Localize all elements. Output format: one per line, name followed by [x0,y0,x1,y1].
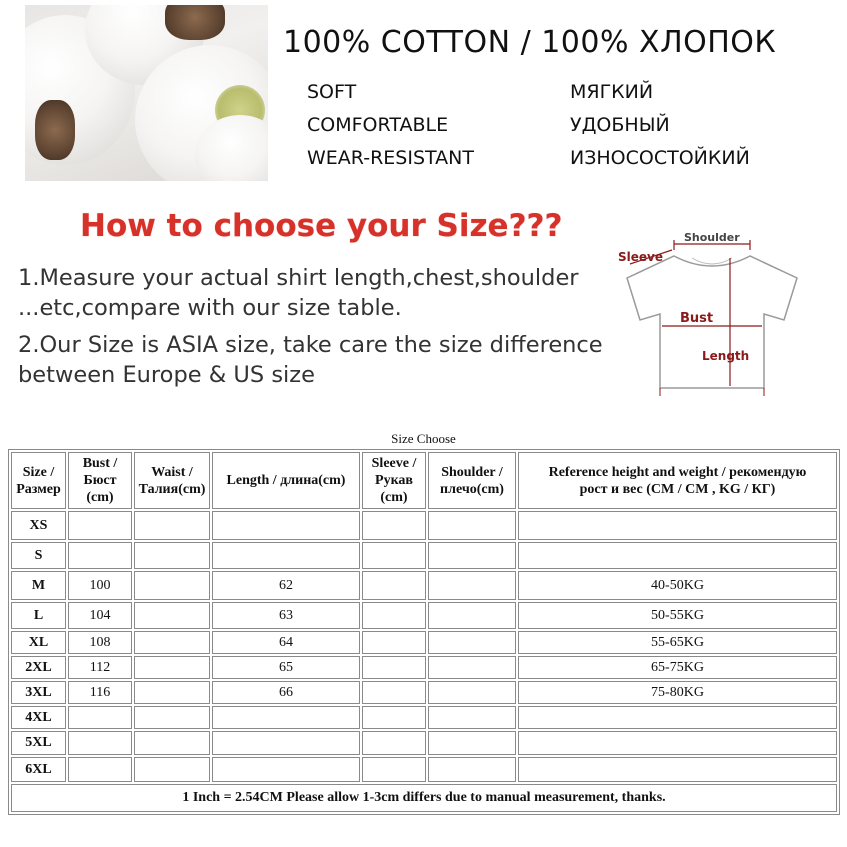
size-cell: 5XL [11,731,66,755]
table-cell [362,542,426,569]
table-cell [212,706,360,729]
table-cell [518,757,837,782]
size-cell: 2XL [11,656,66,679]
table-row [11,757,837,782]
table-cell [428,681,516,704]
table-cell: 65-75KG [518,656,837,679]
table-row [11,631,837,654]
tshirt-diagram [612,228,812,398]
table-row [11,731,837,755]
table-cell [428,731,516,755]
table-cell [518,706,837,729]
table-cell [428,542,516,569]
table-cell [362,631,426,654]
table-cell [134,511,210,540]
header-sleeve: Sleeve / Рукав (cm) [362,452,426,509]
table-cell: 108 [68,631,132,654]
table-row [11,656,837,679]
size-cell: 6XL [11,757,66,782]
table-cell [428,602,516,629]
table-cell: 112 [68,656,132,679]
table-cell [362,731,426,755]
table-cell: 64 [212,631,360,654]
header-length: Length / длина(cm) [212,452,360,509]
table-cell [212,757,360,782]
size-guide-title: How to choose your Size??? [80,208,563,244]
header-shoulder: Shoulder / плечо(cm) [428,452,516,509]
size-cell: XL [11,631,66,654]
table-cell [134,542,210,569]
table-cell [362,571,426,600]
instruction-line-2: ...etc,compare with our size table. [18,295,402,321]
feature-en-2: COMFORTABLE [307,114,449,136]
table-cell [428,706,516,729]
table-cell [134,731,210,755]
size-table-caption: Size Choose [391,431,456,446]
table-row [11,571,837,600]
table-cell: 62 [212,571,360,600]
table-cell [212,511,360,540]
table-cell [134,631,210,654]
feature-ru-2: УДОБНЫЙ [570,114,670,136]
table-row [11,706,837,729]
feature-en-3: WEAR-RESISTANT [307,147,474,169]
table-cell: 50-55KG [518,602,837,629]
table-cell [134,656,210,679]
header-bust: Bust / Бюст (cm) [68,452,132,509]
feature-ru-3: ИЗНОСОСТОЙКИЙ [570,147,750,169]
table-cell [134,681,210,704]
table-cell [68,731,132,755]
feature-ru-1: МЯГКИЙ [570,81,654,103]
table-cell [68,706,132,729]
cotton-photo [25,5,268,181]
instruction-line-4: between Europe & US size [18,362,315,388]
table-cell [134,602,210,629]
table-cell [362,656,426,679]
header-size: Size / Размер [11,452,66,509]
table-cell [428,757,516,782]
feature-en-1: SOFT [307,81,357,103]
sleeve-label: Sleeve [618,250,663,264]
table-cell [68,757,132,782]
instruction-line-3: 2.Our Size is ASIA size, take care the size difference [18,332,603,358]
table-cell [362,706,426,729]
table-cell [212,542,360,569]
table-cell: 100 [68,571,132,600]
size-table [8,449,840,815]
size-cell: 4XL [11,706,66,729]
table-cell [134,757,210,782]
table-cell [134,706,210,729]
size-cell: S [11,542,66,569]
table-cell: 55-65KG [518,631,837,654]
length-label: Length [702,349,750,363]
table-row [11,542,837,569]
table-cell [518,511,837,540]
table-cell: 116 [68,681,132,704]
table-cell [428,511,516,540]
table-cell: 65 [212,656,360,679]
size-cell: L [11,602,66,629]
size-cell: 3XL [11,681,66,704]
table-cell [362,511,426,540]
measurement-note: 1 Inch = 2.54CM Please allow 1-3cm differs due to manual measurement, thanks. [11,784,837,812]
table-cell: 66 [212,681,360,704]
table-cell [518,731,837,755]
table-cell [428,571,516,600]
instruction-line-1: 1.Measure your actual shirt length,chest,shoulder [18,265,579,291]
size-cell: M [11,571,66,600]
table-cell [362,681,426,704]
table-cell [68,511,132,540]
table-cell [362,757,426,782]
table-row [11,511,837,540]
table-cell [428,631,516,654]
size-cell: XS [11,511,66,540]
bust-label: Bust [680,311,714,326]
table-cell [362,602,426,629]
table-cell [134,571,210,600]
header-waist: Waist / Талия(cm) [134,452,210,509]
table-cell [212,731,360,755]
table-cell [428,656,516,679]
table-cell: 75-80KG [518,681,837,704]
table-cell: 63 [212,602,360,629]
material-headline: 100% COTTON / 100% ХЛОПОК [283,25,777,60]
shoulder-label: Shoulder [684,231,740,244]
size-table-header-row [11,452,837,509]
table-row [11,681,837,704]
table-row [11,602,837,629]
table-cell: 40-50KG [518,571,837,600]
header-reference: Reference height and weight / рекомендую рост и вес (CM / CM , KG / КГ) [518,452,837,509]
table-cell: 104 [68,602,132,629]
table-cell [68,542,132,569]
table-cell [518,542,837,569]
